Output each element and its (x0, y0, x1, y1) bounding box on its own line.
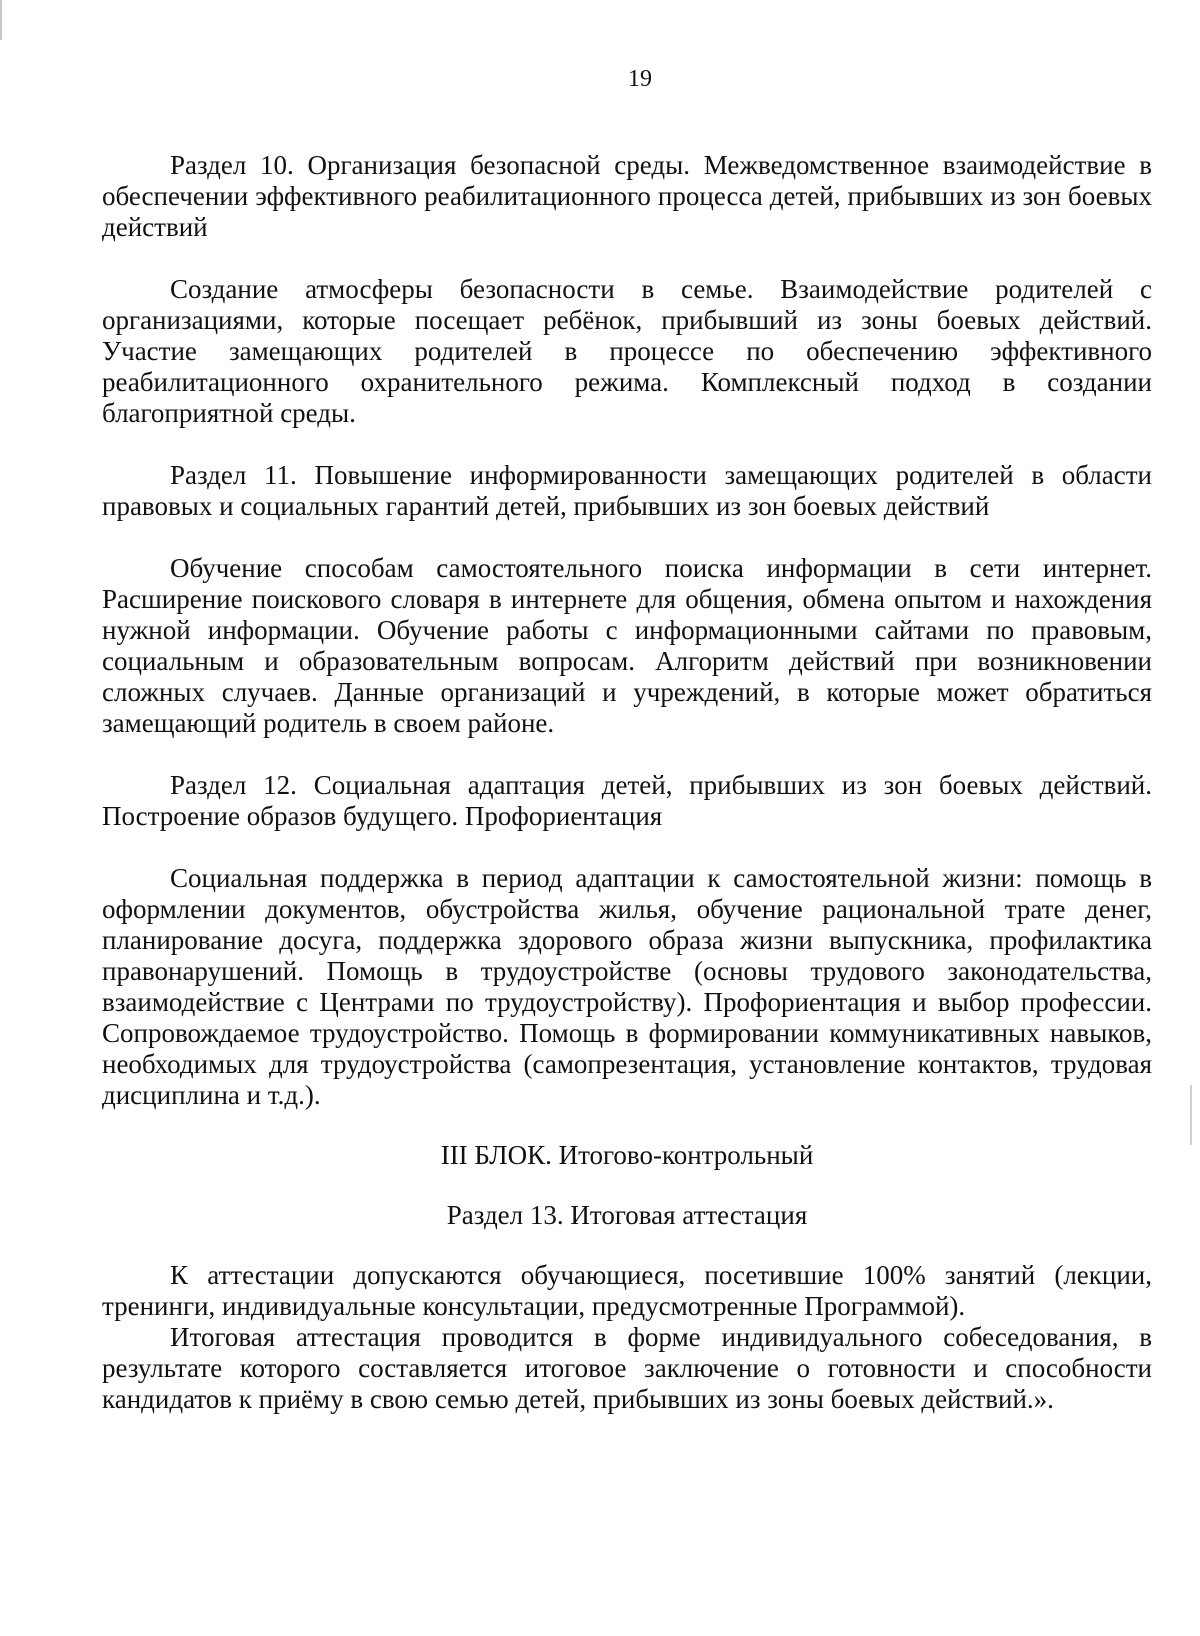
page-number: 19 (628, 66, 652, 92)
section-13-heading: Раздел 13. Итоговая аттестация (446, 1200, 808, 1230)
block-3-heading: III БЛОК. Итогово-контрольный (440, 1140, 814, 1170)
document-body (102, 150, 1152, 1415)
section-11-text: Обучение способам самостоятельного поиска информации в сети интернет. Расширение поискового словаря в интернете для общения, обмена опытом и нахождения нужной информации. Обучение работы с информационными сайтами по правовым, социальным и образовательным вопросам. Алгоритм действий при возникновении сложных случаев. Данные организаций и учреждений, в которые может обратиться замещающий родитель в своем районе. (102, 553, 1152, 738)
section-10-text: Создание атмосферы безопасности в семье. Взаимодействие родителей с организациями, которые посещает ребёнок, прибывший из зоны боевых действий. Участие замещающих родителей в процессе по обеспечению эффективного реабилитационного охранительного режима. Комплексный подход в создании благоприятной среды. (102, 274, 1152, 428)
section-13-text-final: Итоговая аттестация проводится в форме индивидуального собеседования, в результате которого составляется итоговое заключение о готовности и способности кандидатов к приёму в свою семью детей, прибывших из зоны боевых действий.». (102, 1322, 1152, 1414)
section-12-heading: Раздел 12. Социальная адаптация детей, прибывших из зон боевых действий. Построение образов будущего. Профориентация (102, 770, 1152, 831)
section-11-heading: Раздел 11. Повышение информированности замещающих родителей в области правовых и социальных гарантий детей, прибывших из зон боевых действий (102, 460, 1152, 521)
section-13-text-admission: К аттестации допускаются обучающиеся, посетившие 100% занятий (лекции, тренинги, индивидуальные консультации, предусмотренные Программой). (102, 1260, 1152, 1321)
section-12-text: Социальная поддержка в период адаптации к самостоятельной жизни: помощь в оформлении документов, обустройства жилья, обучение рациональной трате денег, планирование досуга, поддержка здорового образа жизни выпускника, профилактика правонарушений. Помощь в трудоустройстве (основы трудового законодательства, взаимодействие с Центрами по трудоустройству). Профориентация и выбор профессии. Сопровождаемое трудоустройство. Помощь в формировании коммуникативных навыков, необходимых для трудоустройства (самопрезентация, установление контактов, трудовая дисциплина и т.д.). (102, 863, 1152, 1110)
section-10-heading: Раздел 10. Организация безопасной среды. Межведомственное взаимодействие в обеспечении эффективного реабилитационного процесса детей, прибывших из зон боевых действий (102, 150, 1152, 242)
scan-edge-mark (0, 0, 6, 40)
scan-edge-mark (1190, 1085, 1192, 1145)
